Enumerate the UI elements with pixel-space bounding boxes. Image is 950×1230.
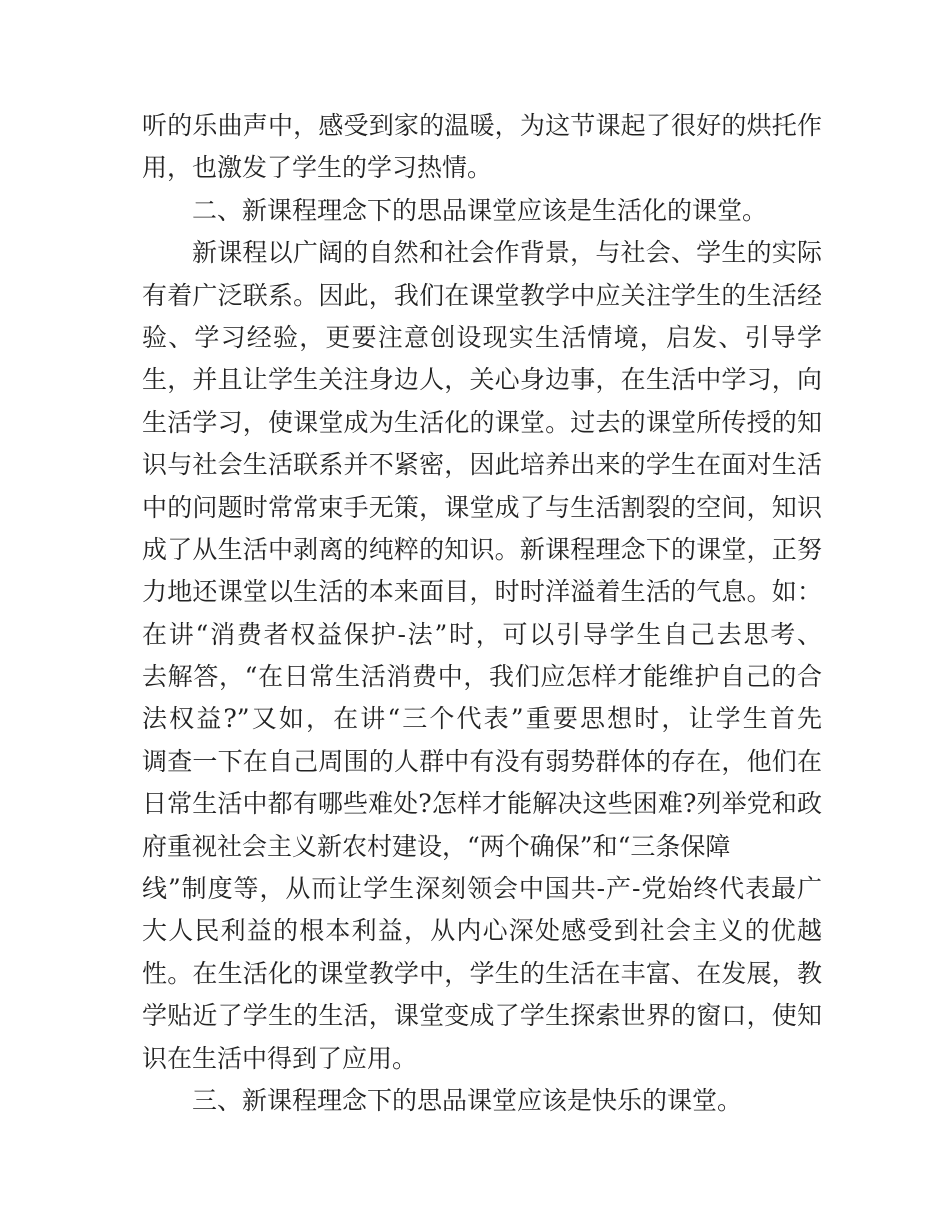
text-line: 生活学习，使课堂成为生活化的课堂。过去的课堂所传授的知 (142, 407, 822, 437)
text-line: 法权益?”又如，在讲“三个代表”重要思想时，让学生首先 (142, 704, 822, 734)
text-line: 府重视社会主义新农村建设，“两个确保”和“三条保障 (142, 831, 731, 861)
text-line: 性。在生活化的课堂教学中，学生的生活在丰富、在发展，教 (142, 958, 822, 988)
text-line: 成了从生活中剥离的纯粹的知识。新课程理念下的课堂，正努 (142, 534, 822, 564)
text-line: 听的乐曲声中，感受到家的温暖，为这节课起了很好的烘托作 (142, 111, 822, 140)
text-line: 用，也激发了学生的学习热情。 (142, 153, 493, 183)
section-heading: 三、新课程理念下的思品课堂应该是快乐的课堂。 (192, 1085, 743, 1115)
text-line: 学贴近了学生的生活，课堂变成了学生探索世界的窗口，使知 (142, 1001, 822, 1031)
section-heading: 二、新课程理念下的思品课堂应该是生活化的课堂。 (192, 195, 768, 225)
text-line: 有着广泛联系。因此，我们在课堂教学中应关注学生的生活经 (142, 280, 822, 310)
text-line: 新课程以广阔的自然和社会作背景，与社会、学生的实际 (192, 238, 822, 268)
text-line: 识与社会生活联系并不紧密，因此培养出来的学生在面对生活 (142, 450, 822, 480)
body-text (142, 105, 822, 1122)
text-line: 大人民利益的根本利益，从内心深处感受到社会主义的优越 (142, 916, 822, 946)
text-line: 线”制度等，从而让学生深刻领会中国共-产-党始终代表最广 (142, 874, 822, 904)
text-line: 调查一下在自己周围的人群中有没有弱势群体的存在，他们在 (142, 746, 822, 776)
text-line: 在讲“消费者权益保护-法”时，可以引导学生自己去思考、 (142, 619, 822, 649)
text-line: 日常生活中都有哪些难处?怎样才能解决这些困难?列举党和政 (142, 789, 822, 819)
text-line: 生，并且让学生关注身边人，关心身边事，在生活中学习，向 (142, 365, 822, 395)
text-line: 力地还课堂以生活的本来面目，时时洋溢着生活的气息。如： (142, 577, 822, 607)
text-line: 中的问题时常常束手无策，课堂成了与生活割裂的空间，知识 (142, 492, 822, 522)
text-line: 验、学习经验，更要注意创设现实生活情境，启发、引导学 (142, 322, 822, 352)
text-line: 识在生活中得到了应用。 (142, 1043, 418, 1073)
text-line: 去解答，“在日常生活消费中，我们应怎样才能维护自己的合 (142, 662, 822, 692)
